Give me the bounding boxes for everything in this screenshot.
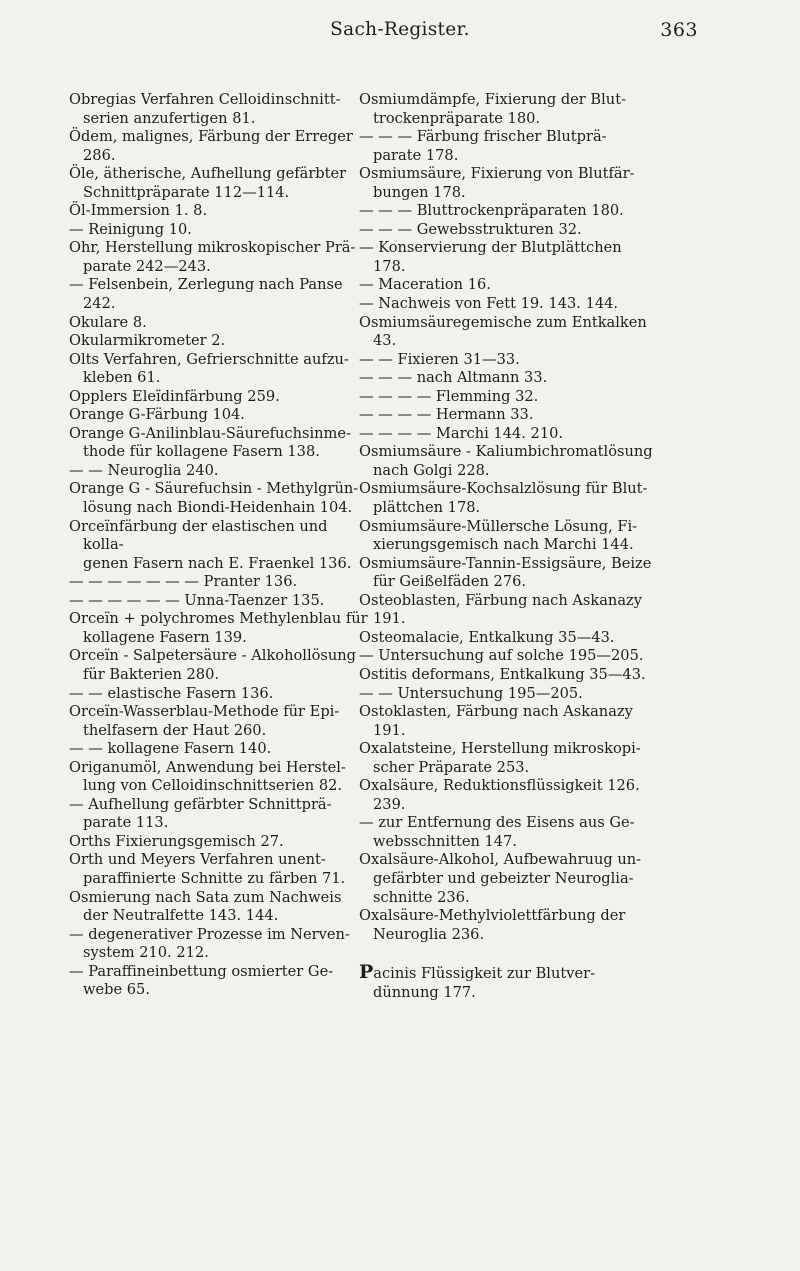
index-entry: Orange G - Säurefuchsin - Methylgrün- lösung nach Biondi-Heidenhain 104. — [69, 480, 359, 517]
index-entry: Oxalsäure-Methylviolettfärbung der Neuroglia 236. — [359, 907, 626, 943]
index-entry: — — elastische Fasern 136. — [69, 684, 274, 702]
index-entry: — — — Bluttrockenpräparaten 180. — [359, 202, 624, 220]
index-entry: Orths Fixierungsgemisch 27. — [69, 832, 284, 850]
index-entry: Osmiumsäure-Tannin-Essigsäure, Beize für Geißelfäden 276. — [359, 554, 652, 591]
index-entry: Orange G-Färbung 104. — [69, 406, 245, 424]
index-entry: — — — nach Altmann 33. — [359, 369, 548, 387]
index-entry: — Konservierung der Blutplättchen 178. — [359, 239, 622, 275]
index-entry: Okulare 8. — [69, 313, 147, 331]
index-entry: Ohr, Herstellung mikroskopischer Prä- parate 242—243. — [69, 239, 356, 275]
index-entry: Osteoblasten, Färbung nach Askanazy 191. — [359, 591, 642, 628]
index-entry: — — kollagene Fasern 140. — [69, 740, 272, 758]
index-entry: Osmiumsäure-Kochsalzlösung für Blut- plättchen 178. — [359, 480, 648, 517]
index-entry: — Reinigung 10. — [69, 220, 192, 238]
index-entry: Opplers Eleïdinfärbung 259. — [69, 387, 280, 405]
index-entry: Osmierung nach Sata zum Nachweis der Neutralfette 143. 144. — [69, 888, 342, 925]
index-entry: — zur Entfernung des Eisens aus Ge- websschnitten 147. — [359, 814, 635, 850]
index-entry: Orceïnfärbung der elastischen und kolla- genen Fasern nach E. Fraenkel 136. — [69, 517, 352, 572]
index-entry: Orceïn + polychromes Methylenblau für kollagene Fasern 139. — [69, 610, 368, 646]
index-entry: Pacinis Flüssigkeit zur Blutver- dünnung 177. — [359, 961, 596, 1001]
index-entry: Oxalsäure-Alkohol, Aufbewahruug un- gefärbter und gebeizter Neuroglia- schnitte 236. — [359, 851, 642, 906]
page-title: Sach-Register. — [330, 19, 470, 40]
index-entry: Öl-Immersion 1. 8. — [69, 202, 208, 220]
index-entry: Osmiumsäure, Fixierung von Blutfär- bungen 178. — [359, 165, 635, 201]
index-entry: Osmiumsäure - Kaliumbichromatlösung nach Golgi 228. — [359, 443, 653, 479]
index-entry: — — — — Hermann 33. — [359, 406, 534, 424]
index-entry: — — Untersuchung 195—205. — [359, 684, 583, 702]
index-entry: Osmiumdämpfe, Fixierung der Blut- trockenpräparate 180. — [359, 91, 626, 127]
index-entry: — — Neuroglia 240. — [69, 461, 219, 479]
index-entry: — — — Färbung frischer Blutprä- parate 178. — [359, 128, 607, 164]
index-entry: Okularmikrometer 2. — [69, 332, 226, 350]
index-entry: Ostitis deformans, Entkalkung 35—43. — [359, 665, 646, 683]
index-entry: — — — — Flemming 32. — [359, 387, 539, 405]
index-entry: — Maceration 16. — [359, 276, 491, 294]
page-number: 363 — [660, 19, 698, 41]
index-entry: Osmiumsäure-Müllersche Lösung, Fi- xierungsgemisch nach Marchi 144. — [359, 517, 638, 554]
right-index-column — [359, 91, 689, 1002]
index-entry: Ostoklasten, Färbung nach Askanazy 191. — [359, 703, 633, 739]
index-entry: — Felsenbein, Zerlegung nach Panse 242. — [69, 276, 343, 313]
index-entry: — Nachweis von Fett 19. 143. 144. — [359, 295, 619, 313]
index-entry: Orceïn-Wasserblau-Methode für Epi- thelfasern der Haut 260. — [69, 703, 340, 739]
running-head — [0, 19, 800, 47]
index-entry: — — — Gewebsstrukturen 32. — [359, 220, 582, 238]
index-entry: Orceïn - Salpetersäure - Alkohollösung für Bakterien 280. — [69, 647, 357, 683]
index-entry: Ödem, malignes, Färbung der Erreger 286. — [69, 128, 353, 164]
index-entry: Öle, ätherische, Aufhellung gefärbter Schnittpräparate 112—114. — [69, 165, 347, 201]
index-entry: Oxalsäure, Reduktionsflüssigkeit 126. 239. — [359, 777, 640, 813]
index-entry: Olts Verfahren, Gefrierschnitte aufzu- kleben 61. — [69, 350, 349, 387]
index-entry: Orth und Meyers Verfahren unent- paraffinierte Schnitte zu färben 71. — [69, 851, 346, 887]
left-index-column — [69, 91, 369, 1000]
index-entry: Origanumöl, Anwendung bei Herstel- lung von Celloidinschnittserien 82. — [69, 758, 346, 795]
index-entry: — — — — — — Unna-Taenzer 135. — [69, 591, 325, 609]
index-entry: Obregias Verfahren Celloidinschnitt- serien anzufertigen 81. — [69, 91, 341, 127]
index-entry: Osteomalacie, Entkalkung 35—43. — [359, 628, 615, 646]
index-entry: — Paraffineinbettung osmierter Ge- webe 65. — [69, 962, 334, 999]
index-entry: — — Fixieren 31—33. — [359, 350, 520, 368]
index-entry: Oxalatsteine, Herstellung mikroskopi- scher Präparate 253. — [359, 740, 641, 776]
index-entry: — — — — Marchi 144. 210. — [359, 424, 564, 442]
index-entry: — Aufhellung gefärbter Schnittprä- parate 113. — [69, 795, 332, 832]
index-entry: Orange G-Anilinblau-Säurefuchsinme- thode für kollagene Fasern 138. — [69, 424, 351, 461]
index-entry: — degenerativer Prozesse im Nerven- system 210. 212. — [69, 925, 350, 962]
index-entry: — — — — — — — Pranter 136. — [69, 573, 298, 591]
index-entry: Osmiumsäuregemische zum Entkalken 43. — [359, 313, 647, 350]
index-entry: — Untersuchung auf solche 195—205. — [359, 647, 644, 665]
